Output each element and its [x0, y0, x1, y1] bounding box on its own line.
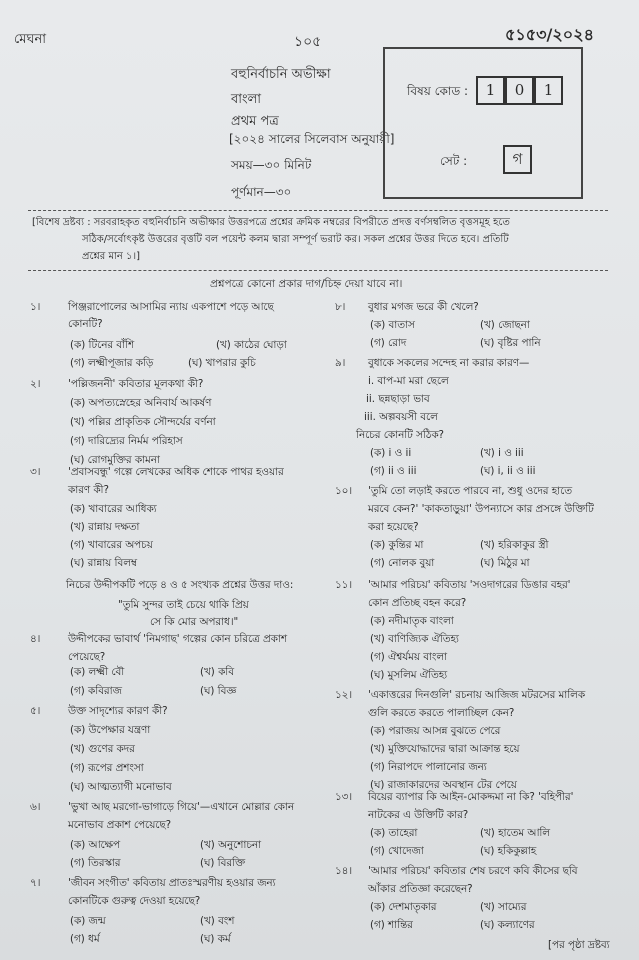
question-text: পিঞ্জরাপোলের আসামির ন্যায় একপাশে পড়ে আছে	[68, 301, 274, 313]
subject-code-digit: 1	[476, 76, 505, 105]
question-number: ৫।	[30, 705, 41, 717]
question-text: গুলি করতে করতে পালাচ্ছিল কেন?	[368, 707, 515, 719]
notice-line: সঠিক/সর্বোৎকৃষ্ট উত্তরের বৃত্তটি বল পয়েন্ট কলম দ্বারা সম্পূর্ণ ভরাট কর। সকল প্রশ্নের উত্তর দিতে হবে। প্রতিটি	[82, 234, 509, 245]
option[interactable]: (ক) আক্ষেপ	[70, 839, 120, 851]
option[interactable]: (ঘ) হকিকুল্লাহ	[480, 845, 537, 857]
question-text: করা হয়েছে?	[368, 521, 419, 533]
option[interactable]: (গ) শান্তির	[370, 919, 413, 931]
question-number: ১৪।	[335, 865, 353, 877]
option[interactable]: (খ) হরিকাকুর স্ত্রী	[480, 539, 549, 551]
special-notice	[32, 214, 604, 265]
option[interactable]: (গ) তিরস্কার	[70, 857, 121, 869]
stem-quote: সে কি মোর অপরাধ।"	[150, 616, 239, 628]
question-text: নাটকের এ উক্তিটি কার?	[368, 809, 469, 821]
question-number: ৪।	[30, 633, 41, 645]
option[interactable]: (গ) রূপের প্রশংসা	[70, 762, 144, 774]
option[interactable]: (ঘ) বিরক্তি	[200, 857, 245, 869]
question-text: 'আমার পরিচয়' কবিতার শেষ চরণে কবি কীসের ছবি	[368, 865, 578, 877]
question-number: ৯।	[335, 357, 346, 369]
question-number: ৭।	[30, 877, 41, 889]
question-text: কোন প্রতিচ্ছ বহন করে?	[368, 597, 467, 609]
option[interactable]: (গ) দারিদ্র্যের নির্মম পরিহাস	[70, 435, 183, 447]
set-value: গ	[503, 145, 532, 174]
option[interactable]: (ক) উপেক্ষার যন্ত্রণা	[70, 724, 151, 736]
option[interactable]: (খ) কাঠের ঘোড়া	[216, 339, 287, 351]
subject-name: বাংলা	[231, 92, 262, 107]
option[interactable]: (গ) খোদেজা	[370, 845, 424, 857]
page-number: ১০৫	[294, 34, 322, 50]
notice-line: [বিশেষ দ্রষ্টব্য : সরবরাহকৃত বহুনির্বাচনি অভীক্ষার উত্তরপত্রে প্রশ্নের ক্রমিক নম্বরের বিপরীতে প্রদত্ত বর্ণসম্বলিত বৃত্তসমূহ হতে	[32, 217, 510, 228]
option[interactable]: (ক) বাতাস	[370, 319, 415, 331]
next-page-note: [পর পৃষ্ঠা দ্রষ্টব্য	[548, 939, 610, 951]
question-text: 'একাত্তরের দিনগুলি' রচনায় আজিজ মটরসের মালিক	[368, 689, 586, 701]
question-text: 'প্রবাসবন্ধু' গল্পে লেখকের অধিক শোকে পাথর হওয়ার	[68, 466, 284, 478]
option[interactable]: (ঘ) কল্যাণের	[480, 919, 535, 931]
question-text: কোনটি?	[68, 318, 103, 330]
notice-line: প্রশ্নের মান ১।]	[82, 251, 141, 262]
option[interactable]: (ঘ) আত্মত্যাগী মনোভাব	[70, 781, 172, 793]
option[interactable]: (ক) পরাজয় আসন্ন বুঝতে পেরে	[370, 725, 501, 737]
question-text: আঁকার প্রতিজ্ঞা করেছেন?	[368, 883, 473, 895]
option[interactable]: (খ) i ও iii	[480, 447, 524, 459]
question-text: মরবে কেন?' 'কাকতাড়ুয়া' উপন্যাসে কার প্রসঙ্গে উক্তিটি	[368, 503, 594, 515]
option[interactable]: (ক) অপত্যস্নেহের অনিবার্য আকর্ষণ	[70, 397, 212, 409]
divider	[28, 210, 608, 211]
question-text: 'পল্লিজননী' কবিতার মূলকথা কী?	[68, 378, 204, 390]
option[interactable]: (গ) নিরাপদে পালানোর জন্য	[370, 761, 487, 773]
option[interactable]: (গ) কবিরাজ	[70, 685, 122, 697]
option[interactable]: (গ) নোলক বুয়া	[370, 557, 435, 569]
subject-code-label: বিষয় কোড :	[407, 84, 469, 98]
question-number: ২।	[30, 378, 41, 390]
question-text: বুধাকে সকলের সন্দেহ না করার কারণ—	[368, 357, 530, 369]
question-text: পেয়েছে?	[68, 651, 106, 663]
option[interactable]: (ঘ) কর্ম	[200, 933, 231, 945]
question-number: ১৩।	[335, 791, 353, 803]
option[interactable]: (গ) লক্ষ্মীপূজার কড়ি	[70, 357, 154, 369]
question-text: উক্ত সাদৃশ্যের কারণ কী?	[68, 705, 168, 717]
option[interactable]: (খ) মুক্তিযোদ্ধাদের দ্বারা আক্রান্ত হয়ে	[370, 743, 520, 755]
option[interactable]: (ক) i ও ii	[370, 447, 412, 459]
option[interactable]: (ক) খাবারের আধিক্য	[70, 503, 157, 515]
option[interactable]: (ক) তাহেরা	[370, 827, 418, 839]
question-text: নিচের কোনটি সঠিক?	[356, 429, 444, 441]
option[interactable]: (গ) ii ও iii	[370, 465, 417, 477]
option[interactable]: (ক) দেশমাতৃকার	[370, 901, 437, 913]
option[interactable]: (খ) গুণের কদর	[70, 743, 135, 755]
option[interactable]: (খ) পল্লির প্রাকৃতিক সৌন্দর্যের বর্ণনা	[70, 416, 216, 428]
option[interactable]: (ক) কুন্তির মা	[370, 539, 424, 551]
statement: i. বাপ-মা মরা ছেলে	[368, 375, 449, 387]
exam-title: বহুনির্বাচনি অভীক্ষা	[231, 67, 331, 82]
question-text: 'তুমি তো লড়াই করতে পারবে না, শুধু ওদের হাতে	[368, 485, 572, 497]
time-allowed: সময়—৩০ মিনিট	[231, 158, 312, 172]
subject-code-digit: 1	[534, 76, 563, 105]
statement: iii. অল্পবয়সী বলে	[364, 411, 438, 423]
code-set-box	[383, 47, 583, 199]
option[interactable]: (খ) বাণিজ্যিক ঐতিহ্য	[370, 633, 459, 645]
paper-code: ৫১৫৩/২০২৪	[505, 25, 594, 44]
question-number: ১।	[30, 301, 41, 313]
option[interactable]: (ঘ) রাজাকারদের অবস্থান টের পেয়ে	[370, 779, 517, 791]
option[interactable]: (গ) ধর্ম	[70, 933, 100, 945]
question-number: ১২।	[335, 689, 353, 701]
option[interactable]: (খ) জোছনা	[480, 319, 530, 331]
option[interactable]: (ঘ) মিঠুর মা	[480, 557, 530, 569]
option[interactable]: (খ) বংশ	[200, 915, 235, 927]
paper-name: প্রথম পত্র	[231, 114, 279, 129]
option[interactable]: (খ) হাতেম আলি	[480, 827, 550, 839]
option[interactable]: (খ) রান্নায় দক্ষতা	[70, 521, 140, 533]
question-number: ৩।	[30, 466, 41, 478]
subject-code-digit: 0	[505, 76, 534, 105]
option[interactable]: (ক) লক্ষ্মী বৌ	[70, 666, 125, 678]
option[interactable]: (ঘ) বৃষ্টির পানি	[480, 337, 541, 349]
stem-quote: "তুমি সুন্দর তাই চেয়ে থাকি প্রিয়	[118, 599, 249, 611]
question-text: 'ভুখা আছ মরগো-ভাগাড়ে গিয়ে'—এখানে মোল্লার কোন	[68, 801, 294, 813]
question-number: ৮।	[335, 301, 346, 313]
option[interactable]: (গ) খাবারের অপচয়	[70, 539, 153, 551]
option[interactable]: (ক) নদীমাতৃক বাংলা	[370, 615, 454, 627]
option[interactable]: (ঘ) খাপরার কুচি	[188, 357, 256, 369]
board-name: মেঘনা	[14, 32, 47, 47]
question-text: উদ্দীপকের ভাবার্থ 'নিমগাছ' গল্পের কোন চরিত্রে প্রকাশ	[68, 633, 287, 645]
set-label: সেট :	[440, 154, 468, 168]
question-number: ১০।	[335, 485, 353, 497]
question-text: 'আমার পরিচয়' কবিতায় 'সওদাগরের ডিঙার বহর'	[368, 579, 571, 591]
option[interactable]: (ঘ) বিজ্ঞ	[200, 685, 237, 697]
syllabus-note: [২০২৪ সালের সিলেবাস অনুযায়ী]	[229, 132, 395, 146]
statement: ii. ছন্নছাড়া ভাব	[366, 393, 430, 405]
option[interactable]: (ঘ) i, ii ও iii	[480, 465, 536, 477]
question-text: কোনটিকে গুরুত্ব দেওয়া হয়েছে?	[68, 895, 201, 907]
option[interactable]: (গ) ঐশ্বর্যময় বাংলা	[370, 651, 448, 663]
stem-instruction: নিচের উদ্দীপকটি পড়ে ৪ ও ৫ সংখ্যক প্রশ্নের উত্তর দাও:	[66, 579, 294, 591]
divider	[28, 270, 608, 271]
question-number: ১১।	[335, 579, 353, 591]
full-marks: পূর্ণমান—৩০	[231, 185, 292, 199]
option[interactable]: (খ) অনুশোচনা	[200, 839, 262, 851]
option[interactable]: (খ) কবি	[200, 666, 234, 678]
option[interactable]: (খ) সাম্যের	[480, 901, 527, 913]
question-text: মনোভাব প্রকাশ পেয়েছে?	[68, 819, 172, 831]
question-text: 'জীবন সংগীত' কবিতায় প্রাতঃস্মরণীয় হওয়ার জন্য	[68, 877, 276, 889]
option[interactable]: (ক) টিনের বাঁশি	[70, 339, 135, 351]
question-text: বিয়ের ব্যাপার কি আইন-মোকদ্দমা না কি? 'বহিপীর'	[368, 791, 574, 803]
option[interactable]: (ঘ) রোগমুক্তির কামনা	[70, 454, 160, 466]
question-text: বুধার মগজ ভরে কী খেলে?	[368, 301, 479, 313]
question-number: ৬।	[30, 801, 41, 813]
option[interactable]: (ঘ) রান্নায় বিলম্ব	[70, 557, 137, 569]
option[interactable]: (ঘ) মুসলিম ঐতিহ্য	[370, 669, 448, 681]
option[interactable]: (ক) জন্ম	[70, 915, 106, 927]
question-text: কারণ কী?	[68, 484, 109, 496]
warning-text: প্রশ্নপত্রে কোনো প্রকার দাগ/চিহ্ন দেয়া যাবে না।	[210, 278, 403, 290]
option[interactable]: (গ) রোদ	[370, 337, 407, 349]
